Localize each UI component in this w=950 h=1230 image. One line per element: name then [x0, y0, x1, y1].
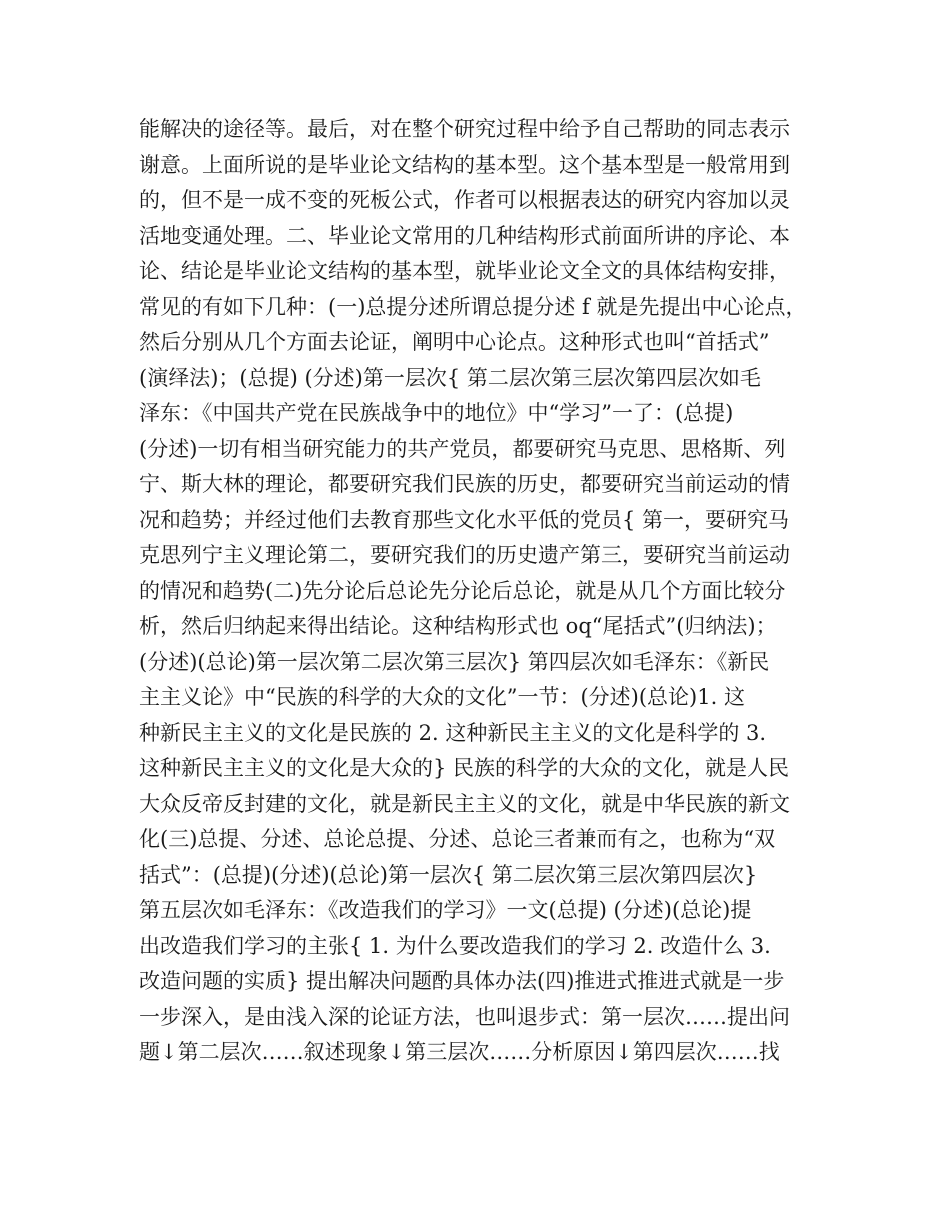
text-line: 种新民主主义的文化是民族的 2. 这种新民主主义的文化是科学的 3. — [139, 720, 767, 745]
text-line: 化(三)总提、分述、总论总提、分述、总论三者兼而有之，也称为“双 — [139, 827, 776, 851]
text-line: 宁、斯大林的理论，都要研究我们民族的历史，都要研究当前运动的情 — [139, 472, 790, 496]
text-line: 的情况和趋势(二)先分论后总论先分论后总论，就是从几个方面比较分 — [139, 578, 786, 603]
text-line: 改造问题的实质} 提出解决问题酌具体办法(四)推进式推进式就是一步 — [139, 969, 785, 993]
text-line: 大众反帝反封建的文化，就是新民主主义的文化，就是中华民族的新文 — [139, 791, 790, 816]
text-line: 能解决的途径等。最后，对在整个研究过程中给予自己帮助的同志表示 — [139, 117, 790, 141]
text-line: 活地变通处理。二、毕业论文常用的几种结构形式前面所讲的序论、本 — [139, 223, 790, 248]
text-line: 况和趋势；并经过他们去教育那些文化水平低的党员{ 第一，要研究马 — [139, 507, 790, 532]
text-line: 然后分别从几个方面去论证，阐明中心论点。这种形式也叫“首括式” — [139, 330, 770, 354]
text-line: 论、结论是毕业论文结构的基本型，就毕业论文全文的具体结构安排， — [139, 259, 790, 283]
text-line: 第五层次如毛泽东：《改造我们的学习》一文(总提) (分述)(总论)提 — [139, 898, 752, 922]
text-line: 的，但不是一成不变的死板公式，作者可以根据表达的研究内容加以灵 — [139, 188, 790, 212]
text-line: 常见的有如下几种：(一)总提分述所谓总提分述 f 就是先提出中心论点， — [139, 294, 807, 319]
text-line: (分述)一切有相当研究能力的共产党员，都要研究马克思、思格斯、列 — [139, 436, 786, 461]
text-line: 出改造我们学习的主张{ 1. 为什么要改造我们的学习 2. 改造什么 3. — [139, 933, 771, 958]
text-line: 题↓第二层次……叙述现象↓第三层次……分析原因↓第四层次……找 — [139, 1040, 780, 1064]
text-line: 谢意。上面所说的是毕业论文结构的基本型。这个基本型是一般常用到 — [139, 152, 790, 177]
text-line: 泽东：《中国共产党在民族战争中的地位》中“学习”一了：(总提) — [139, 401, 734, 425]
body-text — [139, 112, 829, 1071]
text-line: 主主义论》中“民族的科学的大众的文化”一节：(分述)(总论)1. 这 — [139, 685, 745, 709]
text-line: 一步深入，是由浅入深的论证方法，也叫退步式：第一层次……提出问 — [139, 1004, 790, 1029]
text-line: 括式”：(总提)(分述)(总论)第一层次{ 第二层次第三层次第四层次} — [139, 862, 758, 887]
text-line: 析，然后归纳起来得出结论。这种结构形式也 oq“尾括式”(归纳法)； — [139, 614, 777, 638]
text-line: (分述)(总论)第一层次第二层次第三层次} 第四层次如毛泽东：《新民 — [139, 649, 770, 674]
text-line: 克思列宁主义理论第二，要研究我们的历史遗产第三，要研究当前运动 — [139, 543, 790, 567]
text-line: 这种新民主主义的文化是大众的} 民族的科学的大众的文化，就是人民 — [139, 756, 790, 780]
text-line: (演绎法)；(总提) (分述)第一层次{ 第二层次第三层次第四层次如毛 — [139, 365, 761, 390]
